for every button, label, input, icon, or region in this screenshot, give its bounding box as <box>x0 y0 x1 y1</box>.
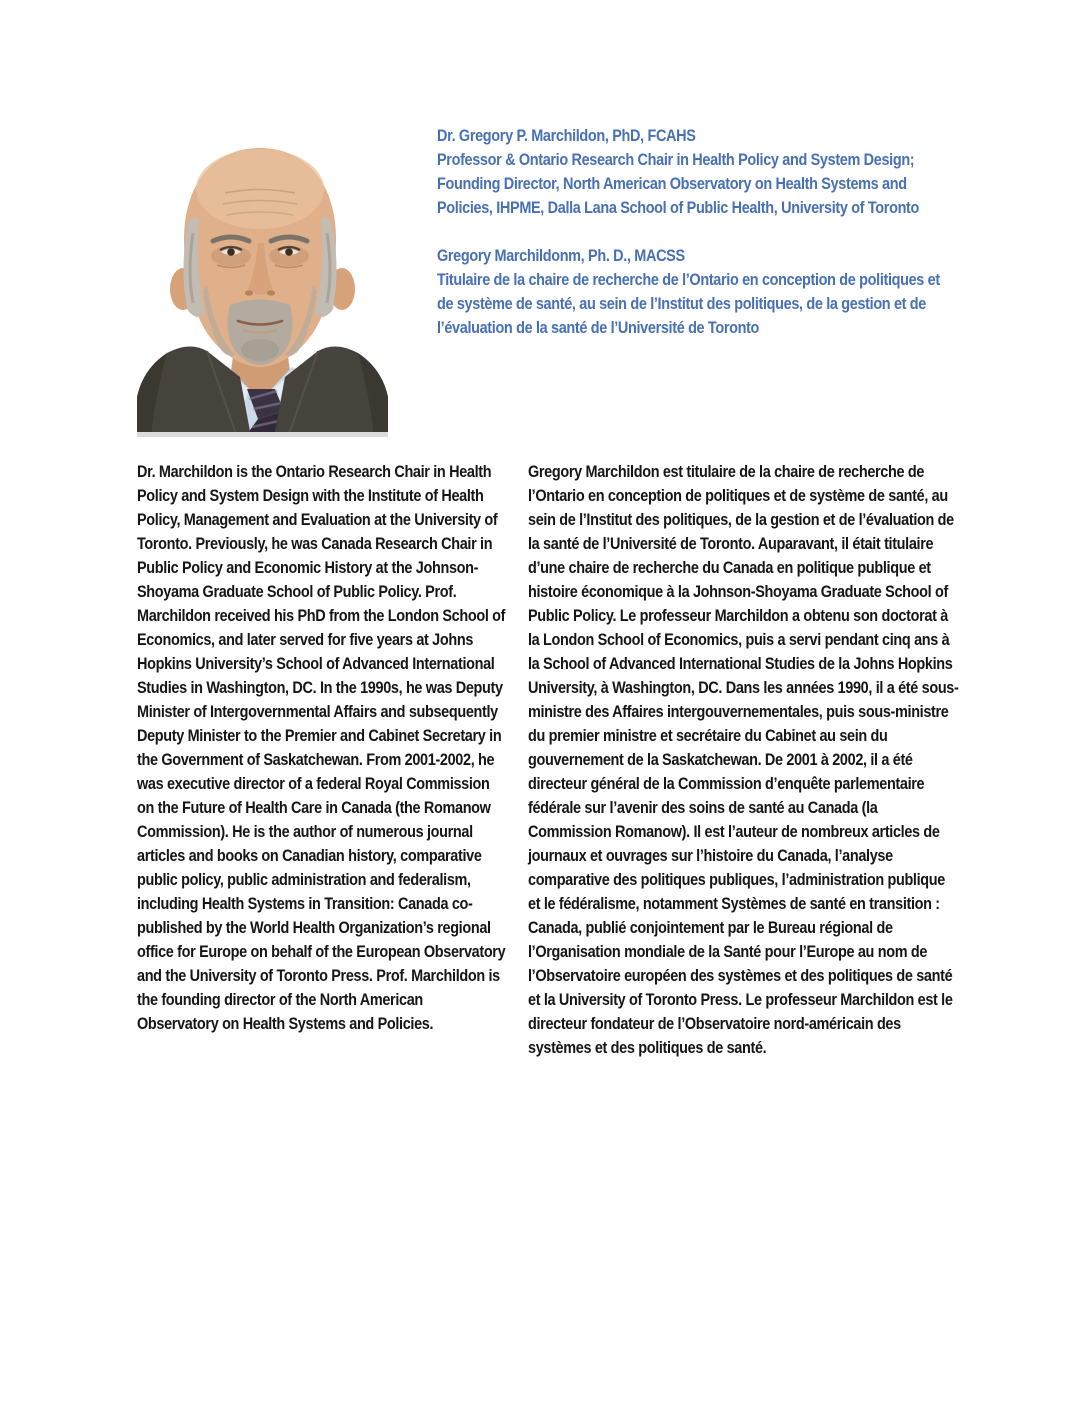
header-french-name: Gregory Marchildonm, Ph. D., MACSS <box>437 246 685 265</box>
header-french <box>437 244 957 340</box>
header-english-title: Professor & Ontario Research Chair in Health Policy and System Design; Founding Director, North American Observatory on Health Systems and Policies, IHPME, Dalla Lana School of Public Health, University of Toronto <box>437 150 920 217</box>
portrait-photo <box>137 137 388 437</box>
header-english-name: Dr. Gregory P. Marchildon, PhD, FCAHS <box>437 126 696 145</box>
bio-french-column: Gregory Marchildon est titulaire de la chaire de recherche de l’Ontario en conception de politiques et de système de santé, au sein de l’Institut des politiques, de la gestion et de l’évaluation de la santé de l’Université de Toronto. Auparavant, il était titulaire d’une chaire de recherche du Canada en politique publique et histoire économique à la Johnson-Shoyama Graduate School of Public Policy. Le professeur Marchildon a obtenu son doctorat à la London School of Economics, puis a servi pendant cinq ans à la School of Advanced International Studies de la Johns Hopkins University, à Washington, DC. Dans les années 1990, il a été sous-ministre des Affaires intergouvernementales, puis sous-ministre du premier ministre et secrétaire du Cabinet au sein du gouvernement de la Saskatchewan. De 2001 à 2002, il a été directeur général de la Commission d’enquête parlementaire fédérale sur l’avenir des soins de santé au Canada (la Commission Romanow). Il est l’auteur de nombreux articles de journaux et ouvrages sur l’histoire du Canada, l’analyse comparative des politiques publiques, l’administration publique et le fédéralisme, notamment Systèmes de santé en transition : Canada, publié conjointement par le Bureau régional de l’Organisation mondiale de la Santé pour l’Europe au nom de l’Observatoire européen des systèmes et des politiques de santé et la University of Toronto Press. Le professeur Marchildon est le directeur fondateur de l’Observatoire nord-américain des systèmes et des politiques de santé. <box>528 462 959 1057</box>
bio-english-column: Dr. Marchildon is the Ontario Research Chair in Health Policy and System Design with the Institute of Health Policy, Management and Evaluation at the University of Toronto. Previously, he was Canada Research Chair in Public Policy and Economic History at the Johnson-Shoyama Graduate School of Public Policy. Prof. Marchildon received his PhD from the London School of Economics, and later served for five years at Johns Hopkins University’s School of Advanced International Studies in Washington, DC. In the 1990s, he was Deputy Minister of Intergovernmental Affairs and subsequently Deputy Minister to the Premier and Cabinet Secretary in the Government of Saskatchewan. From 2001-2002, he was executive director of a federal Royal Commission on the Future of Health Care in Canada (the Romanow Commission). He is the author of numerous journal articles and books on Canadian history, comparative public policy, public administration and federalism, including Health Systems in Transition: Canada co-published by the World Health Organization’s regional office for Europe on behalf of the European Observatory and the University of Toronto Press. Prof. Marchildon is the founding director of the North American Observatory on Health Systems and Policies. <box>137 462 506 1033</box>
header-french-title: Titulaire de la chaire de recherche de l’Ontario en conception de politiques et de système de santé, au sein de l’Institut des politiques, de la gestion et de l’évaluation de la santé de l’Université de Toronto <box>437 270 940 337</box>
portrait-photo-illustration <box>137 137 388 437</box>
header-english <box>437 124 957 220</box>
header-block <box>437 124 957 340</box>
